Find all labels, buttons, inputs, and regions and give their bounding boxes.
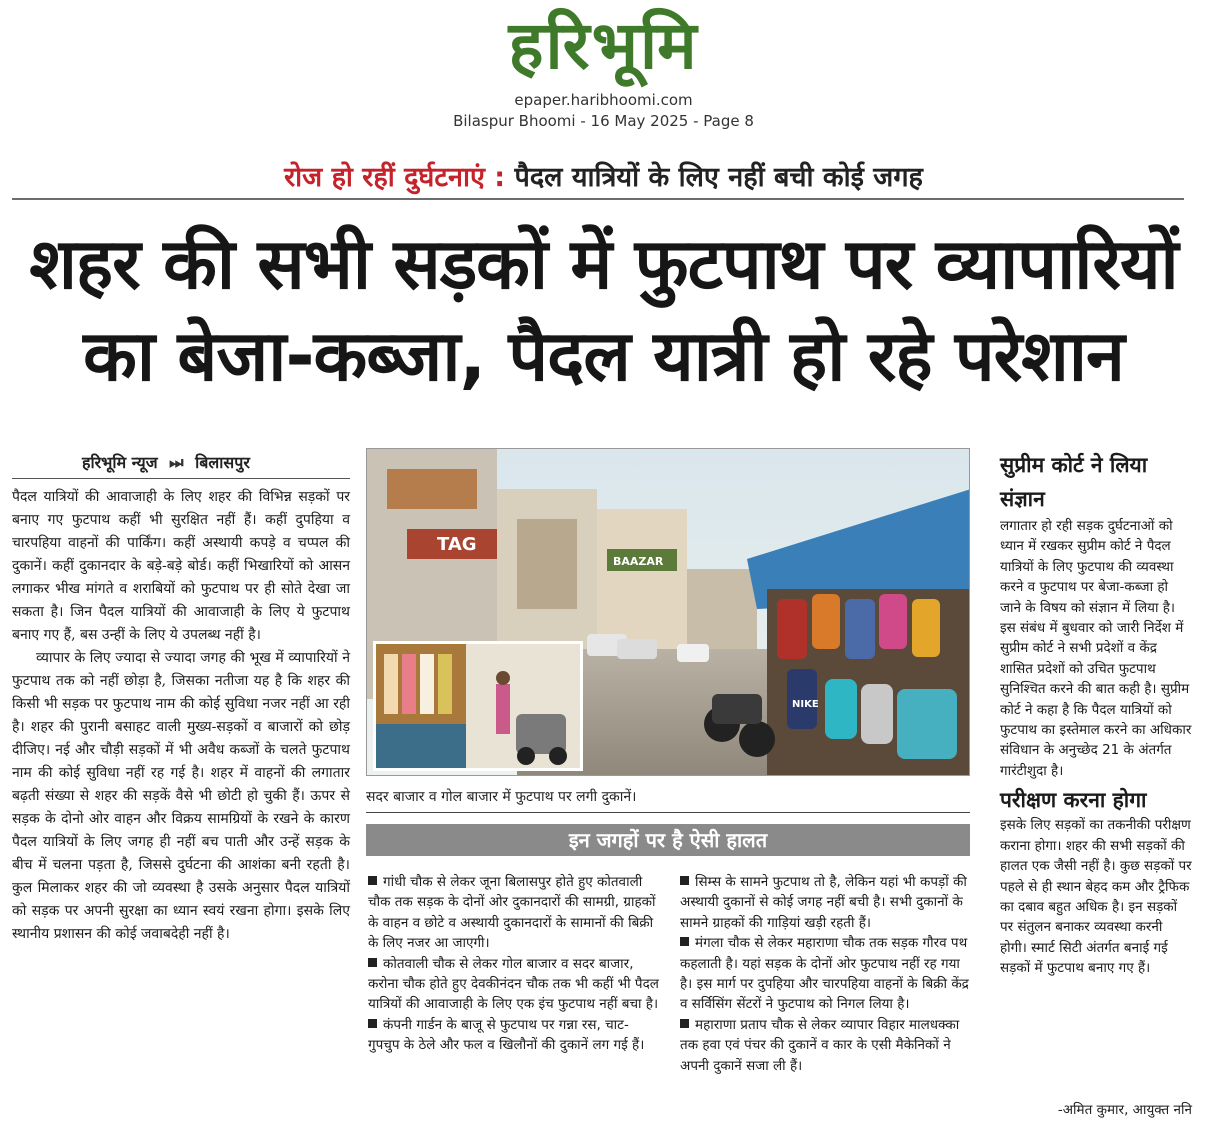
divider-rule (12, 198, 1184, 200)
square-bullet-icon (680, 937, 689, 946)
sidebar-column (1000, 448, 1192, 979)
list-item: कंपनी गार्डन के बाजू से फुटपाथ पर गन्ना रस, चाट-गुपचुप के ठेले और फल व खिलौनों की दुकानें लग गई हैं। (368, 1016, 645, 1054)
sidebar-text-testing: इसके लिए सड़कों का तकनीकी परीक्षण कराना होगा। शहर की सभी सड़कों की हालत एक जैसी नहीं है। कुछ सड़कों पर पहले से ही स्थान बेहद कम और ट्रैफिक का दबाव बहुत अधिक है। इन सड़कों पर संतुलन बनाकर व्यवस्था करनी होगी। स्मार्ट सिटी अंतर्गत बनाई गई सड़कों में फुटपाथ बनाए गए हैं। (1000, 817, 1192, 977)
locations-box-title: इन जगहों पर है ऐसी हालत (366, 824, 970, 856)
sidebar-text-supreme-court: लगातार हो रही सड़क दुर्घटनाओं को ध्यान में रखकर सुप्रीम कोर्ट ने पैदल यात्रियों के लिए फुटपाथ की व्यवस्था करने व फुटपाथ पर बेजा-कब्जा हो जाने के विषय को संज्ञान में लिया है। इस संबंध में बुधवार को जारी निर्देश में सुप्रीम कोर्ट ने सभी प्रदेशों व केंद्र शासित प्रदेशों को उचित फुटपाथ सुनिश्चित करने की बात कही है। सुप्रीम कोर्ट ने कहा है कि पैदल यात्रियों को फुटपाथ का इस्तेमाल करने का अधिकार संविधान के अनुच्छेद 21 के अंतर्गत गारंटीशुदा है। (1000, 518, 1192, 779)
article-body (12, 486, 350, 946)
bag-label-nike: NIKE (792, 699, 819, 710)
shop-sign-baazar: BAAZAR (613, 555, 664, 568)
kicker-dark: पैदल यात्रियों के लिए नहीं बची कोई जगह (514, 162, 923, 193)
fast-forward-icon: ⏭ (169, 453, 184, 472)
list-item: गांधी चौक से लेकर जूना बिलासपुर होते हुए कोतवाली चौक तक सड़क के दोनों ओर दुकानदारों की सामग्री, ग्राहकों के वाहन व छोटे व अस्थायी दुकानदारों के सामानों की बिक्री के लिए नजर आ जाएगी। (368, 874, 656, 952)
epaper-url[interactable]: epaper.haribhoomi.com (514, 91, 693, 109)
square-bullet-icon (368, 958, 377, 967)
locations-list-right (680, 872, 972, 1076)
square-bullet-icon (680, 1019, 689, 1028)
locations-list-left (368, 872, 660, 1056)
byline-source: हरिभूमि न्यूज (82, 453, 158, 472)
inset-photo-illustration (376, 644, 580, 768)
main-headline (0, 218, 1207, 402)
article-paragraph-2: व्यापार के लिए ज्यादा से ज्यादा जगह की भूख में व्यापारियों ने फुटपाथ तक को नहीं छोड़ा है, जिसका नतीजा यह है कि शहर की किसी भी सड़क पर फुटपाथ नाम की कोई सुविधा नजर नहीं आ रही है। शहर की पुरानी बसाहट वाली मुख्य-सड़कों व बाजारों को छोड़ दीजिए। नई और चौड़ी सड़कों में भी अवैध कब्जों के चलते फुटपाथ नाम की कोई सुविधा नहीं रह गई है। शहर में वाहनों की लगातार बढ़ती संख्या से शहर की सड़कें वैसे भी छोटी हो चुकी हैं। ऊपर से सड़क के दोनो ओर वाहन और विक्रय सामग्रियों के रखने के कारण पैदल यात्रियों के लिए जगह ही नहीं बच पाती और उन्हें सड़क के बीच में चलना पड़ता है, जिससे दुर्घटना की आशंका बनी रहती है। कुल मिलाकर शहर की जो व्यवस्था है उसके अनुसार पैदल यात्रियों को सड़क पर अपनी सुरक्षा का ध्यान स्वयं रखना होगा। इसके लिए स्थानीय प्रशासन की कोई जवाबदेही नहीं है। (12, 650, 350, 942)
byline-rule (12, 478, 350, 479)
inset-photo (373, 641, 583, 771)
masthead (0, 0, 1207, 140)
square-bullet-icon (368, 1019, 377, 1028)
list-item: मंगला चौक से लेकर महाराणा चौक तक सड़क गौरव पथ कहलाती है। यहां सड़क के दोनों ओर फुटपाथ नहीं रह गया है। इस मार्ग पर दुपहिया और चारपहिया वाहनों के बिक्री केंद्र व सर्विसिंग सेंटरों ने फुटपाथ को निगल लिया है। (680, 935, 969, 1013)
square-bullet-icon (368, 876, 377, 885)
byline-place: बिलासपुर (195, 453, 250, 472)
newspaper-logo: हरिभूमि (508, 7, 699, 84)
article-paragraph-1: पैदल यात्रियों की आवाजाही के लिए शहर की विभिन्न सड़कों पर बनाए गए फुटपाथ कहीं भी सुरक्षित नहीं हैं। कहीं दुपहिया व चारपहिया वाहनों की पार्किंग। कहीं अस्थायी कपड़े व चप्पल की दुकानें। कहीं दुकानदार के बड़े-बड़े बोर्ड। कहीं भिखारियों को आसन लगाकर भीख मांगते व शराबियों को फुटपाथ पर ही सोते देखा जा सकता है। जिन पैदल यात्रियों की आवाजाही के लिए ये फुटपाथ बनाए गए हैं, बस उन्हीं के लिए ये उपलब्ध नहीं है। (12, 489, 350, 643)
list-item: कोतवाली चौक से लेकर गोल बाजार व सदर बाजार, करोना चौक होते हुए देवकीनंदन चौक तक भी कहीं भी पैदल यात्रियों की आवाजाही के लिए एक इंच फुटपाथ नहीं बचा है। (368, 955, 659, 1013)
byline (82, 452, 250, 474)
headline-line-2: का बेजा-कब्जा, पैदल यात्री हो रहे परेशान (83, 315, 1124, 397)
square-bullet-icon (680, 876, 689, 885)
photo-caption: सदर बाजार व गोल बाजार में फुटपाथ पर लगी दुकानें। (366, 789, 637, 805)
edition-info: Bilaspur Bhoomi - 16 May 2025 - Page 8 (453, 112, 754, 130)
headline-line-1: शहर की सभी सड़कों में फुटपाथ पर व्यापारियों (29, 223, 1178, 305)
sidebar-heading-testing: परीक्षण करना होगा (1000, 788, 1147, 813)
list-item: महाराणा प्रताप चौक से लेकर व्यापार विहार मालधक्का तक हवा एवं पंचर की दुकानें व कार के एसी मैकेनिकों ने अपनी दुकानें सजा ली हैं। (680, 1016, 960, 1074)
kicker-red: रोज हो रहीं दुर्घटनाएं : (284, 162, 506, 193)
shop-sign-tag: TAG (437, 534, 477, 555)
caption-rule (366, 812, 970, 813)
list-item: सिम्स के सामने फुटपाथ तो है, लेकिन यहां भी कपड़ों की अस्थायी दुकानों से कोई जगह नहीं बची है। सभी दुकानों के सामने ग्राहकों की गाड़ियां खड़ी रहती हैं। (680, 874, 967, 931)
kicker-line (0, 160, 1207, 196)
sidebar-heading-supreme-court: सुप्रीम कोर्ट ने लिया संज्ञान (1000, 453, 1148, 511)
sidebar-signature: -अमित कुमार, आयुक्त ननि (1057, 1102, 1192, 1118)
market-photo (366, 448, 970, 776)
